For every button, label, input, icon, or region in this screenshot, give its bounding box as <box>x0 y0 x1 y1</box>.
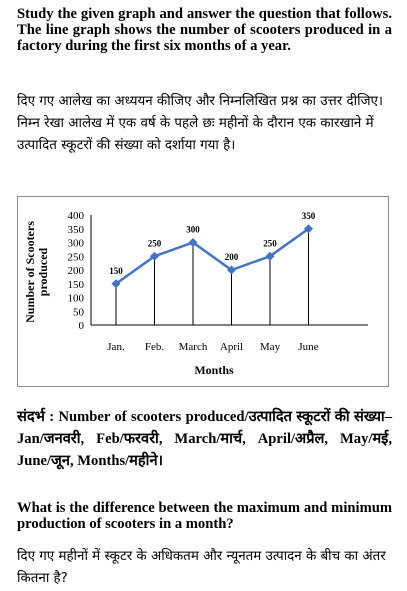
y-tick-label: 50 <box>73 306 84 319</box>
intro-english: Study the given graph and answer the question that follows. The line graph shows the number of scooters produced in a factory during the first six months of a year. <box>17 6 392 54</box>
x-tick-label: April <box>219 341 244 353</box>
data-label: 200 <box>224 252 239 262</box>
y-tick-label: 250 <box>67 251 84 264</box>
data-label: 300 <box>186 224 200 235</box>
y-tick-label: 200 <box>67 265 84 277</box>
x-axis-title: Months <box>194 363 234 377</box>
intro-hindi-line-1: दिए गए आलेख का अध्ययन कीजिए और निम्नलिखित प्रश्न का उत्तर दीजिए। <box>17 94 383 109</box>
intro-hindi <box>17 91 392 157</box>
y-tick-label: 350 <box>67 223 84 236</box>
series-line <box>116 229 309 284</box>
x-tick-label: March <box>178 341 208 353</box>
y-axis-title-line-2: produced <box>36 247 50 297</box>
question-english: What is the difference between the maximum and minimum production of scooters in a month? <box>17 500 392 532</box>
y-tick-label: 100 <box>67 292 84 305</box>
reference-glossary: संदर्भ : Number of scooters produced/उत्पादित स्कूटरों की संख्या– Jan/जनवरी, Feb/फरवरी, March/मार्च, April/अप्रैल, May/मई, June/जून, Months/महीने। <box>17 409 392 469</box>
data-label: 150 <box>109 265 123 276</box>
intro-hindi-line-2: निम्न रेखा आलेख में एक वर्ष के पहले छः महीनों के दौरान एक कारखाने में उत्पादित स्कूटरों की संख्या को दर्शाया गया है। <box>17 116 374 153</box>
line-chart <box>17 196 389 387</box>
y-tick-label: 300 <box>67 237 84 250</box>
y-tick-label: 0 <box>78 320 84 332</box>
data-label: 350 <box>301 210 316 221</box>
x-tick-label: June <box>298 341 319 353</box>
x-tick-label: Feb. <box>144 341 165 353</box>
y-tick-label: 400 <box>67 210 84 222</box>
chart-canvas <box>18 197 390 388</box>
data-label: 250 <box>263 238 277 249</box>
data-label: 250 <box>147 238 162 249</box>
question-hindi: दिए गए महीनों में स्कूटर के अधिकतम और न्यूनतम उत्पादन के बीच का अंतर कितना है? <box>17 549 386 586</box>
y-axis-title-line-1: Number of Scooters <box>23 221 37 323</box>
x-tick-label: May <box>259 341 281 353</box>
x-tick-label: Jan. <box>107 341 125 353</box>
y-tick-label: 150 <box>67 278 84 291</box>
